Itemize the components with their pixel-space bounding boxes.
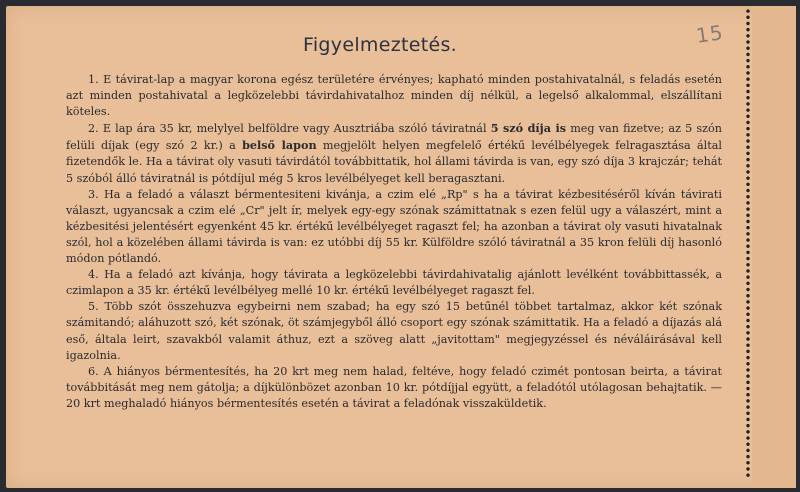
paragraph-2-bold-b: belső lapon — [242, 138, 317, 153]
notice-body — [66, 72, 722, 412]
notice-title: Figyelmeztetés. — [303, 34, 457, 56]
paragraph-2-bold-a: 5 szó díja is — [490, 121, 567, 136]
pencil-mark: 15 — [694, 20, 725, 48]
paragraph-4: 4. Ha a feladó azt kívánja, hogy távirata a legközelebbi távirdahivatalig ajánlott levélként továbbittassék, a czimlapon a 35 kr. értékű levélbélyeg mellé 10 kr. értékű levélbélyeget ragaszt fel. — [66, 268, 722, 298]
paragraph-1: 1. E távirat-lap a magyar korona egész területére érvényes; kapható minden postahivatalnál, s feladás esetén azt minden postahivatal a legközelebbi távirdahivatalhoz minden díj nélkül, a legelső alkalommal, elszállítani köteles. — [66, 73, 722, 119]
paragraph-2-part-c: meg van fizetve; az 5 szón felüli díjak (egy szó 2 kr.) a — [66, 122, 723, 153]
paragraph-5: 5. Több szót összehuzva egybeirni nem szabad; ha egy szó 15 betűnél többet tartalmaz, akkor két szónak számitandó; aláhuzott szó, két szónak, öt számjegyből álló csoport egy szónak számittatik. Ha a feladó a díjazás alá eső, általa leirt, szavakból valamit áthuz, ezt a szöveg alatt „javitottam" megjegyzéssel és néváláirásával kell igazolnia. — [66, 300, 722, 362]
paragraph-2-part-e: megjelölt helyen megfelelő értékű levélbélyegek felragasztása által fizetendők le. Ha a távirat oly vasuti távirdától továbbittatik, hol állami távirda is van, egy szó díja 3 krajczár; tehát 5 szóból álló táviratnál is pótdíjul még 5 kros levélbélyeget kell beragasztani. — [66, 139, 722, 185]
paragraph-6: 6. A hiányos bérmentesítés, ha 20 krt meg nem halad, feltéve, hogy feladó czimét pontosan beirta, a távirat továbbitását meg nem gátolja; a díjkülönbözet azonban 10 kr. pótdíjjal együtt, a feladótól utólagosan behajtatik. — 20 krt meghaladó hiányos bérmentesítés esetén a távirat a feladónak visszaküldetik. — [66, 364, 722, 410]
paragraph-3: 3. Ha a feladó a választ bérmentesiteni kivánja, a czim elé „Rp" s ha a távirat kézbesitéséről kíván távirati választ, ugyancsak a czim elé „Cr" jelt ír, melyek egy-egy szónak számittatnak s ezen felül ugy a válaszért, mint a kézbesitési jelentésért egyenként 45 kr. értékű levélbélyeget ragaszt fel; ha azonban a távirat oly vasuti hivatalnak szól, hol a közelében állami távirda is van: ez utóbbi díj 55 kr. Külföldre szóló táviratnál a 35 kron felüli díj hasonló módon pótlandó. — [66, 187, 722, 266]
paragraph-2 — [66, 120, 722, 186]
perforation-holes — [745, 8, 751, 478]
paragraph-2-part-a: 2. E lap ára 35 kr, melylyel belföldre vagy Ausztriába szóló táviratnál — [88, 122, 491, 136]
perforated-edge-strip — [752, 6, 796, 488]
